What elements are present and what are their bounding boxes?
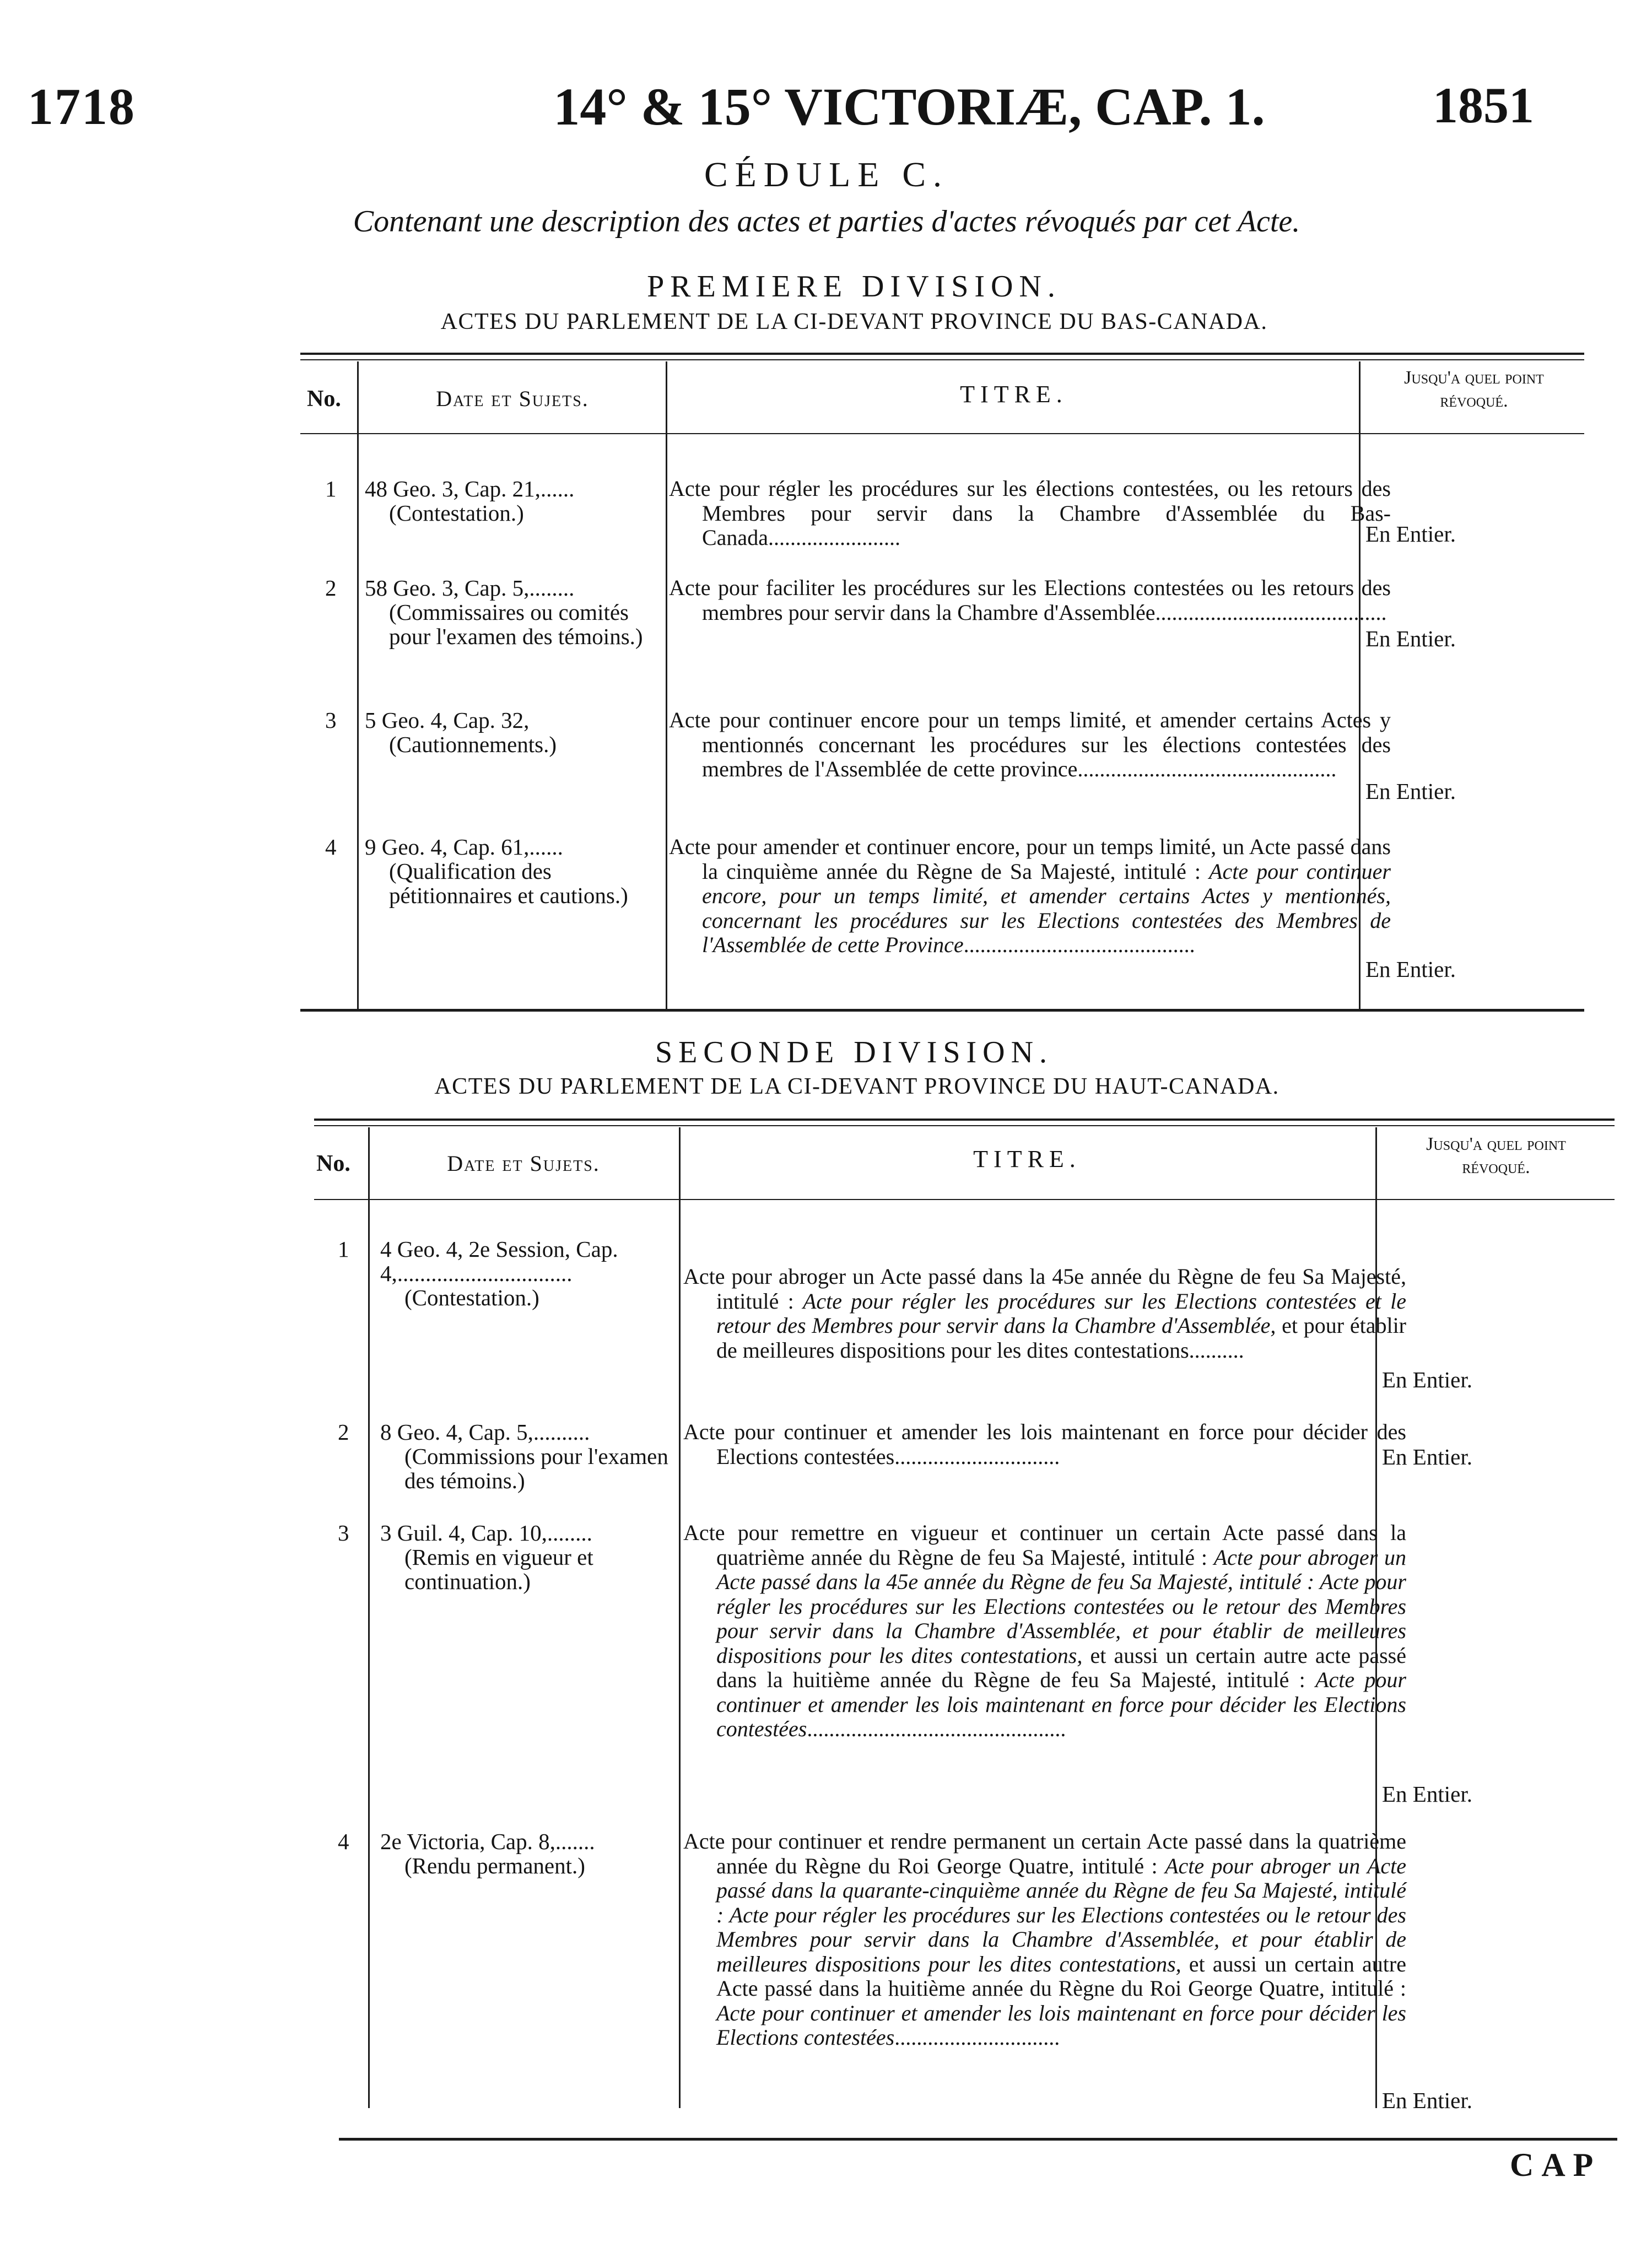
row-title-italic-segment: Acte pour abroger un Acte passé dans la 45e année du Règne de feu Sa Majesté, intitulé : Acte pour régler les procédures sur les Elections contestées ou le retour des Membres pour servir dans la Chambre d'Assemblée, et pour établir de meilleures dispositions pour les dites contestations, [716,1544,1406,1668]
row-subject: (Contestation.) [404,1285,539,1310]
row-extent: En Entier. [1382,2088,1472,2113]
row-date-subjects [380,1237,678,1310]
row-subject: (Cautionnements.) [389,732,557,757]
table-2-bottom-rule [339,2138,1617,2141]
row-extent: En Entier. [1365,521,1456,547]
table-2-col-divider-1 [368,1127,370,2108]
row-title-italic-segment: Acte pour continuer et amender les lois maintenant en force pour décider les Elections contestées [716,2000,1406,2050]
column-header-no-2: No. [316,1151,350,1176]
row-number: 2 [325,575,337,601]
table-1-header-rule [300,433,1584,434]
row-title-segment: Acte pour continuer et amender les lois maintenant en force pour décider des Elections contestées [683,1419,1406,1469]
page-year: 1851 [1433,77,1534,133]
table-2-col-divider-2 [679,1127,681,2108]
row-number: 4 [325,834,337,860]
row-act-citation: 48 Geo. 3, Cap. 21,...... [365,476,575,501]
row-subject: (Rendu permanent.) [404,1853,585,1878]
row-title-segment: Acte pour continuer et rendre permanent un certain Acte passé dans la quatrième année du Règne du Roi George Quatre, intitulé : [683,1829,1406,1878]
column-header-no: No. [307,386,341,412]
schedule-subtitle: Contenant une description des actes et parties d'actes révoqués par cet Acte. [353,204,1300,239]
row-title-segment: ........................ [768,525,900,550]
column-header-revoque [1361,366,1587,413]
row-title-segment: .......... [1189,1337,1244,1363]
table-1-col-divider-2 [666,361,667,1009]
table-2-top-rule [314,1119,1615,1121]
row-title-italic-segment: Acte pour régler les procédures sur les Elections contestées et le retour des Membres pour servir dans la Chambre d'Assemblée, [716,1288,1407,1338]
column-header-titre: TITRE. [960,381,1068,408]
row-title [669,835,1391,958]
row-number: 1 [338,1236,349,1262]
row-title-italic-segment: Acte pour continuer et amender les lois maintenant en force pour décider les Elections contestées [716,1667,1406,1741]
row-date-subjects [365,835,662,907]
division-1-subheading: ACTES DU PARLEMENT DE LA CI-DEVANT PROVINCE DU BAS-CANADA. [440,309,1268,334]
row-title [683,1265,1406,1363]
row-extent: En Entier. [1382,1367,1472,1392]
row-number: 3 [338,1520,349,1546]
row-number: 2 [338,1419,349,1445]
table-1-top-rule-thin [300,359,1584,360]
row-subject: (Remis en vigueur et continuation.) [404,1544,593,1594]
row-date-subjects [380,1521,678,1593]
column-header-revoque-line1: Jusqu'a quel point [1404,368,1544,388]
row-title-italic-segment: Acte pour continuer encore, pour un temps limité, et amender certains Actes y mentionnés, concernant les procédures sur les Elections contestées des Membres de l'Assemblée de cette Province [702,858,1391,957]
row-act-citation: 5 Geo. 4, Cap. 32, [365,707,530,733]
row-title [669,576,1391,625]
row-title [683,1829,1406,2050]
row-title-italic-segment: Acte pour abroger un Acte passé dans la quarante-cinquième année du Règne de feu Sa Majesté, intitulé : Acte pour régler les procédures sur les Elections contestées ou le retour des Membres pour servir dans la Chambre d'Assemblée, et pour établir de meilleures dispositions pour les dites contestations, [716,1853,1406,1976]
row-title-segment: .............................. [894,2025,1060,2050]
row-title [669,708,1391,782]
row-title-segment: Acte pour remettre en vigueur et continuer un certain Acte passé dans la quatrième année du Règne de feu Sa Majesté, intitulé : [683,1520,1406,1570]
row-subject: (Contestation.) [389,500,524,526]
row-number: 3 [325,707,337,733]
table-1-bottom-rule [300,1009,1584,1012]
row-title [683,1521,1406,1742]
column-header-date: Date et Sujets. [436,386,589,411]
row-title-segment: Acte pour abroger un Acte passé dans la 45e année du Règne de feu Sa Majesté, intitulé : [683,1264,1406,1314]
row-act-citation: 4 Geo. 4, 2e Session, Cap. 4,............................... [380,1236,618,1286]
row-title [683,1420,1406,1469]
row-extent: En Entier. [1365,779,1456,804]
row-act-citation: 9 Geo. 4, Cap. 61,...... [365,834,563,860]
column-header-revoque-2-line2: révoqué. [1462,1157,1530,1177]
row-subject: (Commissions pour l'examen des témoins.) [404,1444,668,1493]
page-title: 14° & 15° VICTORIÆ, CAP. 1. [553,77,1265,136]
row-act-citation: 58 Geo. 3, Cap. 5,........ [365,575,575,601]
row-number: 4 [338,1829,349,1854]
row-act-citation: 3 Guil. 4, Cap. 10,........ [380,1520,592,1546]
column-header-date-2: Date et Sujets. [447,1151,600,1176]
row-number: 1 [325,476,337,501]
row-extent: En Entier. [1365,626,1456,651]
division-2-subheading: ACTES DU PARLEMENT DE LA CI-DEVANT PROVINCE DU HAUT-CANADA. [434,1074,1280,1099]
row-title-segment: et aussi un certain autre Acte passé dans la huitième année du Règne du Roi George Quatre, intitulé : [716,1951,1406,2001]
column-header-revoque-2-line1: Jusqu'a quel point [1426,1134,1566,1154]
row-title [669,477,1391,550]
column-header-revoque-line2: révoqué. [1440,391,1508,411]
row-title-segment: ............................................... [807,1716,1066,1741]
row-title-segment: Acte pour régler les procédures sur les élections contestées, ou les retours des Membres pour servir dans la Chambre d'Assemblée du Bas-Canada [669,476,1391,550]
row-title-segment: Acte pour continuer encore pour un temps limité, et amender certains Actes y mentionnés concernant les procédures sur les élections contestées des membres de l'Assemblée de cette province [669,707,1391,781]
division-1-heading: PREMIERE DIVISION. [647,269,1061,304]
row-title-segment: .......................................... [963,932,1195,957]
row-extent: En Entier. [1382,1444,1472,1469]
table-1-col-divider-1 [357,361,359,1009]
column-header-titre-2: TITRE. [973,1146,1081,1173]
row-extent: En Entier. [1382,1781,1472,1807]
row-title-segment: Acte pour amender et continuer encore, pour un temps limité, un Acte passé dans la cinquième année du Règne de Sa Majesté, intitulé : [669,834,1391,884]
row-title-segment: .............................. [894,1444,1060,1469]
row-act-citation: 2e Victoria, Cap. 8,....... [380,1829,595,1854]
row-subject: (Qualification des pétitionnaires et cautions.) [389,858,628,908]
schedule-heading: CÉDULE C. [704,155,949,194]
row-title-segment: .......................................... [1155,599,1387,625]
row-title-segment: ............................................... [1077,757,1337,781]
catchword: CAP [1510,2147,1601,2183]
division-2-heading: SECONDE DIVISION. [655,1035,1054,1069]
row-date-subjects [365,576,662,649]
row-date-subjects [380,1829,678,1878]
row-date-subjects [365,477,662,525]
row-subject: (Commissaires ou comités pour l'examen des témoins.) [389,599,643,649]
row-title-segment: et aussi un certain autre acte passé dans la huitième année du Règne de feu Sa Majesté, intitulé : [716,1643,1407,1692]
row-act-citation: 8 Geo. 4, Cap. 5,.......... [380,1419,590,1445]
row-title-segment: et pour établir de meilleures dispositions pour les dites contestations [716,1313,1406,1363]
table-1-top-rule [300,353,1584,355]
row-date-subjects [365,708,662,757]
row-date-subjects [380,1420,678,1493]
row-title-segment: Acte pour faciliter les procédures sur les Elections contestées ou les retours des membres pour servir dans la Chambre d'Assemblée [669,575,1391,625]
table-2-top-rule-thin [314,1125,1615,1126]
table-2-header-rule [314,1199,1615,1200]
page-number: 1718 [28,78,136,136]
row-extent: En Entier. [1365,957,1456,982]
column-header-revoque-2 [1378,1133,1615,1179]
